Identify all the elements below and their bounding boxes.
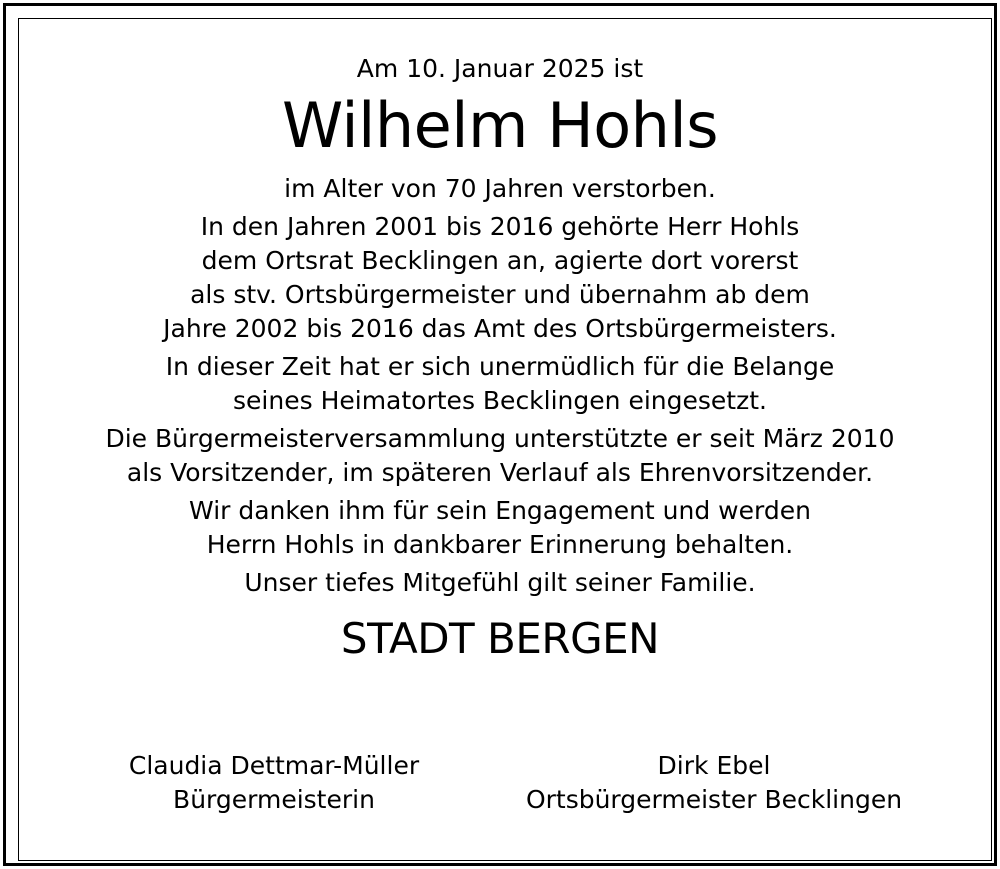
text-line: Wir danken ihm für sein Engagement und werden [189, 496, 811, 525]
signatory-title: Ortsbürgermeister Becklingen [525, 785, 903, 814]
text-line: In dieser Zeit hat er sich unermüdlich für die Belange [165, 352, 835, 381]
deceased-name: Wilhelm Hohls [281, 89, 719, 162]
obituary-notice [14, 40, 986, 664]
signatory-name: Claudia Dettmar-Müller [128, 751, 420, 780]
text-line: als stv. Ortsbürgermeister und übernahm ab dem [190, 280, 810, 309]
signatory-name: Dirk Ebel [657, 751, 771, 780]
text-line: Jahre 2002 bis 2016 das Amt des Ortsbürgermeisters. [163, 314, 837, 343]
text-line: als Vorsitzender, im späteren Verlauf als Ehrenvorsitzender. [126, 458, 874, 487]
paragraph-assembly [14, 422, 986, 490]
paragraph-condolence [14, 566, 986, 600]
text-line: In den Jahren 2001 bis 2016 gehörte Herr Hohls [200, 212, 800, 241]
paragraph-career [14, 210, 986, 346]
notice-body [14, 172, 986, 600]
paragraph-thanks [14, 494, 986, 562]
text-line: Die Bürgermeisterversammlung unterstützte er seit März 2010 [105, 424, 895, 453]
intro-text: Am 10. Januar 2025 ist [356, 54, 644, 83]
signatory-right [494, 749, 934, 817]
text-line: Unser tiefes Mitgefühl gilt seiner Familie. [244, 568, 756, 597]
paragraph-dedication [14, 350, 986, 418]
text-line: im Alter von 70 Jahren verstorben. [284, 174, 716, 203]
organization-name: STADT BERGEN [340, 614, 660, 663]
text-line: dem Ortsrat Becklingen an, agierte dort vorerst [201, 246, 799, 275]
paragraph-age [14, 172, 986, 206]
signatures [14, 749, 986, 829]
text-line: Herrn Hohls in dankbarer Erinnerung behalten. [206, 530, 794, 559]
signatory-title: Bürgermeisterin [173, 785, 375, 814]
text-line: seines Heimatortes Becklingen eingesetzt. [233, 386, 767, 415]
signatory-left [104, 749, 444, 817]
